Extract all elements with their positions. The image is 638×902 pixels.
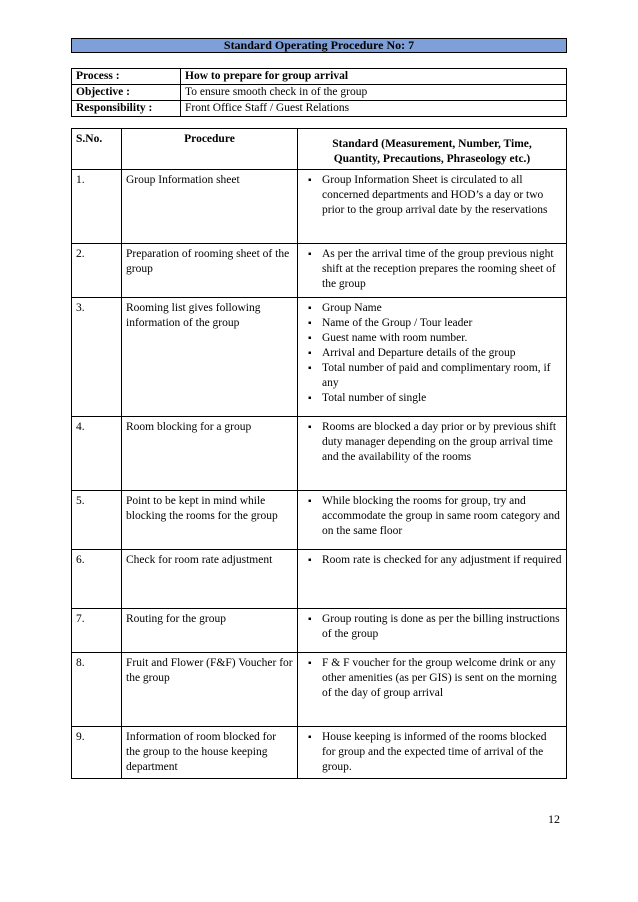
- meta-row: [72, 101, 567, 117]
- meta-row: [72, 69, 567, 85]
- meta-label: Objective :: [72, 85, 181, 101]
- standard-bullet: ▪ Rooms are blocked a day prior or by previous shift duty manager depending on the group arrival time and the availability of the rooms: [316, 420, 562, 465]
- standard-bullet: ▪ Arrival and Departure details of the group: [316, 346, 562, 361]
- row-sno: 8.: [72, 653, 122, 727]
- row-sno: 1.: [72, 170, 122, 244]
- row-sno: 9.: [72, 727, 122, 779]
- row-sno: 5.: [72, 491, 122, 550]
- row-sno: 2.: [72, 244, 122, 298]
- standard-bullet-list: [302, 301, 562, 406]
- row-standard: [298, 298, 567, 417]
- row-procedure: Information of room blocked for the group to the house keeping department: [122, 727, 298, 779]
- row-standard: [298, 727, 567, 779]
- standard-bullet-list: [302, 247, 562, 292]
- standard-bullet: ▪ Name of the Group / Tour leader: [316, 316, 562, 331]
- page-number: 12: [548, 812, 560, 826]
- meta-row: [72, 85, 567, 101]
- meta-label: Process :: [72, 69, 181, 85]
- row-procedure: Point to be kept in mind while blocking the rooms for the group: [122, 491, 298, 550]
- row-procedure: Group Information sheet: [122, 170, 298, 244]
- row-procedure: Routing for the group: [122, 609, 298, 653]
- table-row: [72, 417, 567, 491]
- row-standard: [298, 550, 567, 609]
- header-procedure: Procedure: [122, 129, 298, 170]
- table-row: [72, 653, 567, 727]
- process-info-table: [71, 68, 567, 117]
- procedure-table: [71, 128, 567, 779]
- row-standard: [298, 653, 567, 727]
- row-standard: [298, 244, 567, 298]
- standard-bullet: ▪ Group Information Sheet is circulated to all concerned departments and HOD’s a day or two prior to the group arrival date by the reservations: [316, 173, 562, 218]
- table-row: [72, 298, 567, 417]
- row-procedure: Fruit and Flower (F&F) Voucher for the group: [122, 653, 298, 727]
- meta-value: How to prepare for group arrival: [181, 69, 567, 85]
- standard-bullet-list: [302, 553, 562, 568]
- standard-bullet-list: [302, 730, 562, 775]
- row-sno: 7.: [72, 609, 122, 653]
- meta-label: Responsibility :: [72, 101, 181, 117]
- row-standard: [298, 417, 567, 491]
- row-procedure: Preparation of rooming sheet of the group: [122, 244, 298, 298]
- row-sno: 6.: [72, 550, 122, 609]
- standard-bullet: ▪ While blocking the rooms for group, try and accommodate the group in same room category and on the same floor: [316, 494, 562, 539]
- standard-bullet: ▪ Total number of paid and complimentary room, if any: [316, 361, 562, 391]
- standard-bullet: ▪ Total number of single: [316, 391, 562, 406]
- table-row: [72, 491, 567, 550]
- table-row: [72, 170, 567, 244]
- table-row: [72, 609, 567, 653]
- table-row: [72, 727, 567, 779]
- row-sno: 3.: [72, 298, 122, 417]
- standard-bullet-list: [302, 494, 562, 539]
- standard-bullet: ▪ F & F voucher for the group welcome drink or any other amenities (as per GIS) is sent on the morning of the day of group arrival: [316, 656, 562, 701]
- standard-bullet: ▪ House keeping is informed of the rooms blocked for group and the expected time of arrival of the group.: [316, 730, 562, 775]
- standard-bullet-list: [302, 173, 562, 218]
- standard-bullet-list: [302, 612, 562, 642]
- standard-bullet-list: [302, 656, 562, 701]
- meta-value: To ensure smooth check in of the group: [181, 85, 567, 101]
- row-standard: [298, 609, 567, 653]
- row-procedure: Room blocking for a group: [122, 417, 298, 491]
- standard-bullet: ▪ Room rate is checked for any adjustment if required: [316, 553, 562, 568]
- table-row: [72, 244, 567, 298]
- standard-bullet: ▪ Group routing is done as per the billing instructions of the group: [316, 612, 562, 642]
- standard-bullet-list: [302, 420, 562, 465]
- procedure-table-header: [72, 129, 567, 170]
- sop-title: Standard Operating Procedure No: 7: [71, 38, 567, 53]
- row-standard: [298, 170, 567, 244]
- row-sno: 4.: [72, 417, 122, 491]
- header-standard: Standard (Measurement, Number, Time, Quantity, Precautions, Phraseology etc.): [298, 129, 567, 170]
- meta-value: Front Office Staff / Guest Relations: [181, 101, 567, 117]
- standard-bullet: ▪ As per the arrival time of the group previous night shift at the reception prepares the rooming sheet of the group: [316, 247, 562, 292]
- row-standard: [298, 491, 567, 550]
- row-procedure: Rooming list gives following information of the group: [122, 298, 298, 417]
- header-sno: S.No.: [72, 129, 122, 170]
- standard-bullet: ▪ Guest name with room number.: [316, 331, 562, 346]
- row-procedure: Check for room rate adjustment: [122, 550, 298, 609]
- table-row: [72, 550, 567, 609]
- standard-bullet: ▪ Group Name: [316, 301, 562, 316]
